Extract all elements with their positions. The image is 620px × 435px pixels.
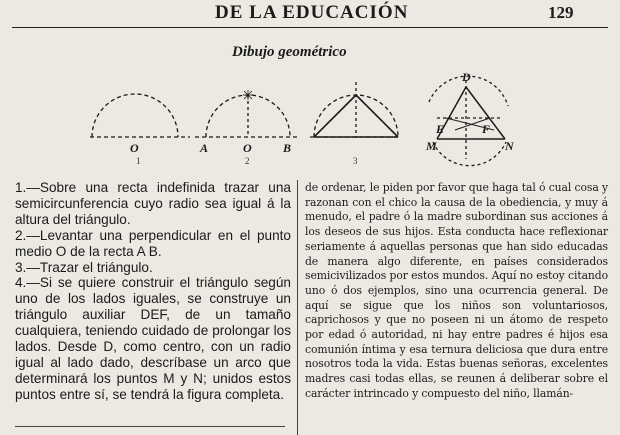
- figure-2-star-mark: [243, 90, 253, 100]
- figure-2-number: 2: [245, 156, 250, 166]
- page-number: 129: [548, 3, 574, 22]
- bottom-rule: [15, 426, 285, 427]
- instruction-step-2: 2.—Levantar una perpendicular en el punto medio O de la recta A B.: [15, 227, 291, 259]
- figure-3-number: 3: [353, 156, 358, 166]
- figure-2-label-b: B: [283, 141, 292, 155]
- instruction-step-3: 3.—Trazar el triángulo.: [15, 259, 153, 275]
- header-rule: [12, 27, 608, 28]
- geometric-figures: [0, 60, 620, 175]
- figure-4-label-f: F: [482, 122, 491, 136]
- left-column-instructions: [15, 180, 291, 403]
- column-divider: [297, 180, 298, 435]
- figure-2-label-o: O: [243, 141, 252, 155]
- figure-4-label-m: M: [426, 139, 437, 153]
- figure-4-label-n: N: [505, 139, 514, 153]
- figure-1-semicircle: [90, 94, 190, 166]
- instruction-step-1: 1.—Sobre una recta indefinida trazar una semicircunferencia cuyo radio sea igual á la altura del triángulo.: [15, 180, 291, 227]
- figure-4-label-d: D: [462, 70, 471, 84]
- running-head: [0, 0, 620, 26]
- figure-2-label-a: A: [200, 141, 209, 155]
- running-title: DE LA EDUCACIÓN: [215, 2, 409, 23]
- figure-1-number: 1: [136, 156, 141, 166]
- figure-1-label-o: O: [130, 141, 139, 155]
- figure-3-triangle: [310, 82, 400, 166]
- figure-4-auxiliary-triangle: [425, 70, 515, 166]
- figure-caption: Dibujo geométrico: [232, 44, 347, 60]
- instruction-step-4: 4.—Si se quiere construir el triángulo según uno de los lados iguales, se construye un triángulo auxiliar DEF, de un tamaño cualquiera, teniendo cuidado de prolongar los lados. Desde D, como centro, con un radio igual al lado dado, descríbase un arco que determinará los puntos M y N; unidos estos puntos entre sí, se tendrá la figura completa.: [15, 275, 291, 402]
- right-column-paragraph: de ordenar, le piden por favor que haga tal ó cual cosa y razonan con el chico la causa de la obediencia, y muy á menudo, el padre ó la madre subordinan sus acciones á los deseos de sus hijos. Esta conducta hace reflexionar seriamente á aquellas personas que han sido educadas de manera algo diferente, en países considerados semicivilizados por estos mundos. Aquí no estoy citando uno ó dos ejemplos, sino una ocurrencia general. De aquí se sigue que los niños son voluntariosos, caprichosos y que no poseen ni un átomo de respeto por edad ó autoridad, ni hay entre padres é hijos esa comunión íntima y esa ternura deliciosa que dura entre nosotros toda la vida. Estas buenas señoras, excelentes madres casi todas ellas, se reunen á deliberar sobre el carácter intrincado y compuesto del niño, llamán-: [305, 181, 609, 400]
- figure-4-label-e: E: [436, 122, 445, 136]
- right-column-text: [305, 181, 608, 402]
- figure-2-perpendicular: [195, 90, 300, 166]
